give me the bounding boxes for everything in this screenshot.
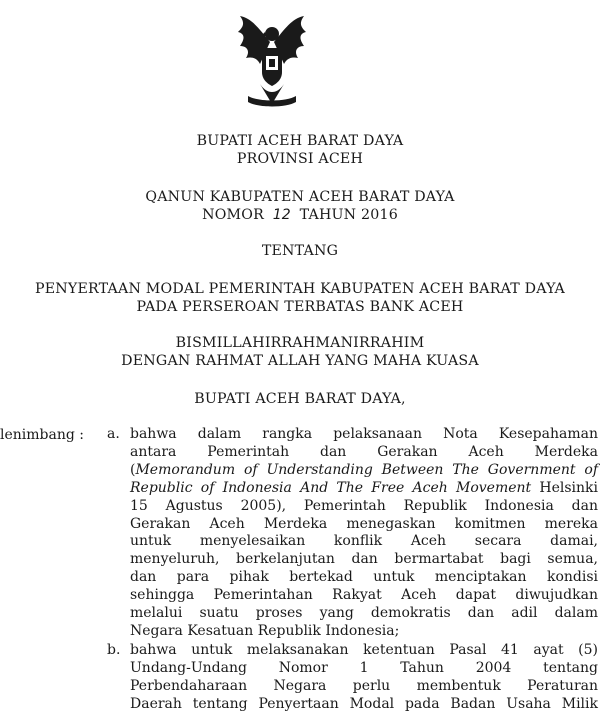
province-title: PROVINSI ACEH xyxy=(236,151,364,167)
item-a-line: dan para pihak bertekad untuk menciptakan kondisi xyxy=(130,569,598,586)
item-b-marker: b. xyxy=(107,642,121,658)
item-a-line: (Memorandum of Understanding Between The Government of xyxy=(130,461,598,478)
item-a-line: 15 Agustus 2005), Pemerintah Republik Indonesia dan xyxy=(130,497,598,514)
item-b-line: Undang-Undang Nomor 1 Tahun 2004 tentang xyxy=(130,659,598,676)
garuda-emblem xyxy=(234,12,310,110)
rahmat-line: DENGAN RAHMAT ALLAH YANG MAHA KUASA xyxy=(121,353,479,369)
item-a-line: Negara Kesatuan Republik Indonesia; xyxy=(130,622,400,639)
handwritten-number: 12 xyxy=(272,207,291,223)
item-a-line: sehingga Pemerintahan Rakyat Aceh dapat diwujudkan xyxy=(130,587,598,604)
item-a-line: Gerakan Aceh Merdeka menegaskan komitmen mereka xyxy=(130,515,598,532)
item-a-marker: a. xyxy=(107,426,120,442)
number-suffix: TAHUN 2016 xyxy=(299,207,398,223)
qanun-title: QANUN KABUPATEN ACEH BARAT DAYA xyxy=(145,189,455,205)
qanun-number-line xyxy=(0,206,600,224)
item-a-line: melalui suatu proses yang demokratis dan adil dalam xyxy=(130,605,598,621)
item-b-line: bahwa untuk melaksanakan ketentuan Pasal 41 ayat (5) xyxy=(130,642,598,658)
item-a-line: menyeluruh, berkelanjutan dan bermartabat bagi semua, xyxy=(130,551,598,568)
item-b-line: Daerah tentang Penyertaan Modal pada Badan Usaha Milik xyxy=(130,695,598,712)
item-a-line: antara Pemerintah dan Gerakan Aceh Merdeka xyxy=(130,443,598,460)
regent-signatory: BUPATI ACEH BARAT DAYA, xyxy=(194,391,406,407)
item-b-line: Perbendaharaan Negara perlu membentuk Peraturan xyxy=(130,677,598,694)
subject-line-2: PADA PERSEROAN TERBATAS BANK ACEH xyxy=(136,299,464,315)
menimbang-label: lenimbang : xyxy=(0,427,84,443)
item-a-line: untuk menyelesaikan konflik Aceh secara damai, xyxy=(130,533,598,550)
tentang-heading: TENTANG xyxy=(261,243,339,259)
regent-title: BUPATI ACEH BARAT DAYA xyxy=(196,133,404,149)
number-prefix: NOMOR xyxy=(202,207,264,223)
item-a-line: Republic of Indonesia And The Free Aceh Movement Helsinki xyxy=(130,479,598,496)
subject-line-1: PENYERTAAN MODAL PEMERINTAH KABUPATEN ACEH BARAT DAYA xyxy=(35,281,565,297)
item-a-line: bahwa dalam rangka pelaksanaan Nota Kesepahaman xyxy=(130,426,598,442)
bismillah: BISMILLAHIRRAHMANIRRAHIM xyxy=(175,335,425,351)
